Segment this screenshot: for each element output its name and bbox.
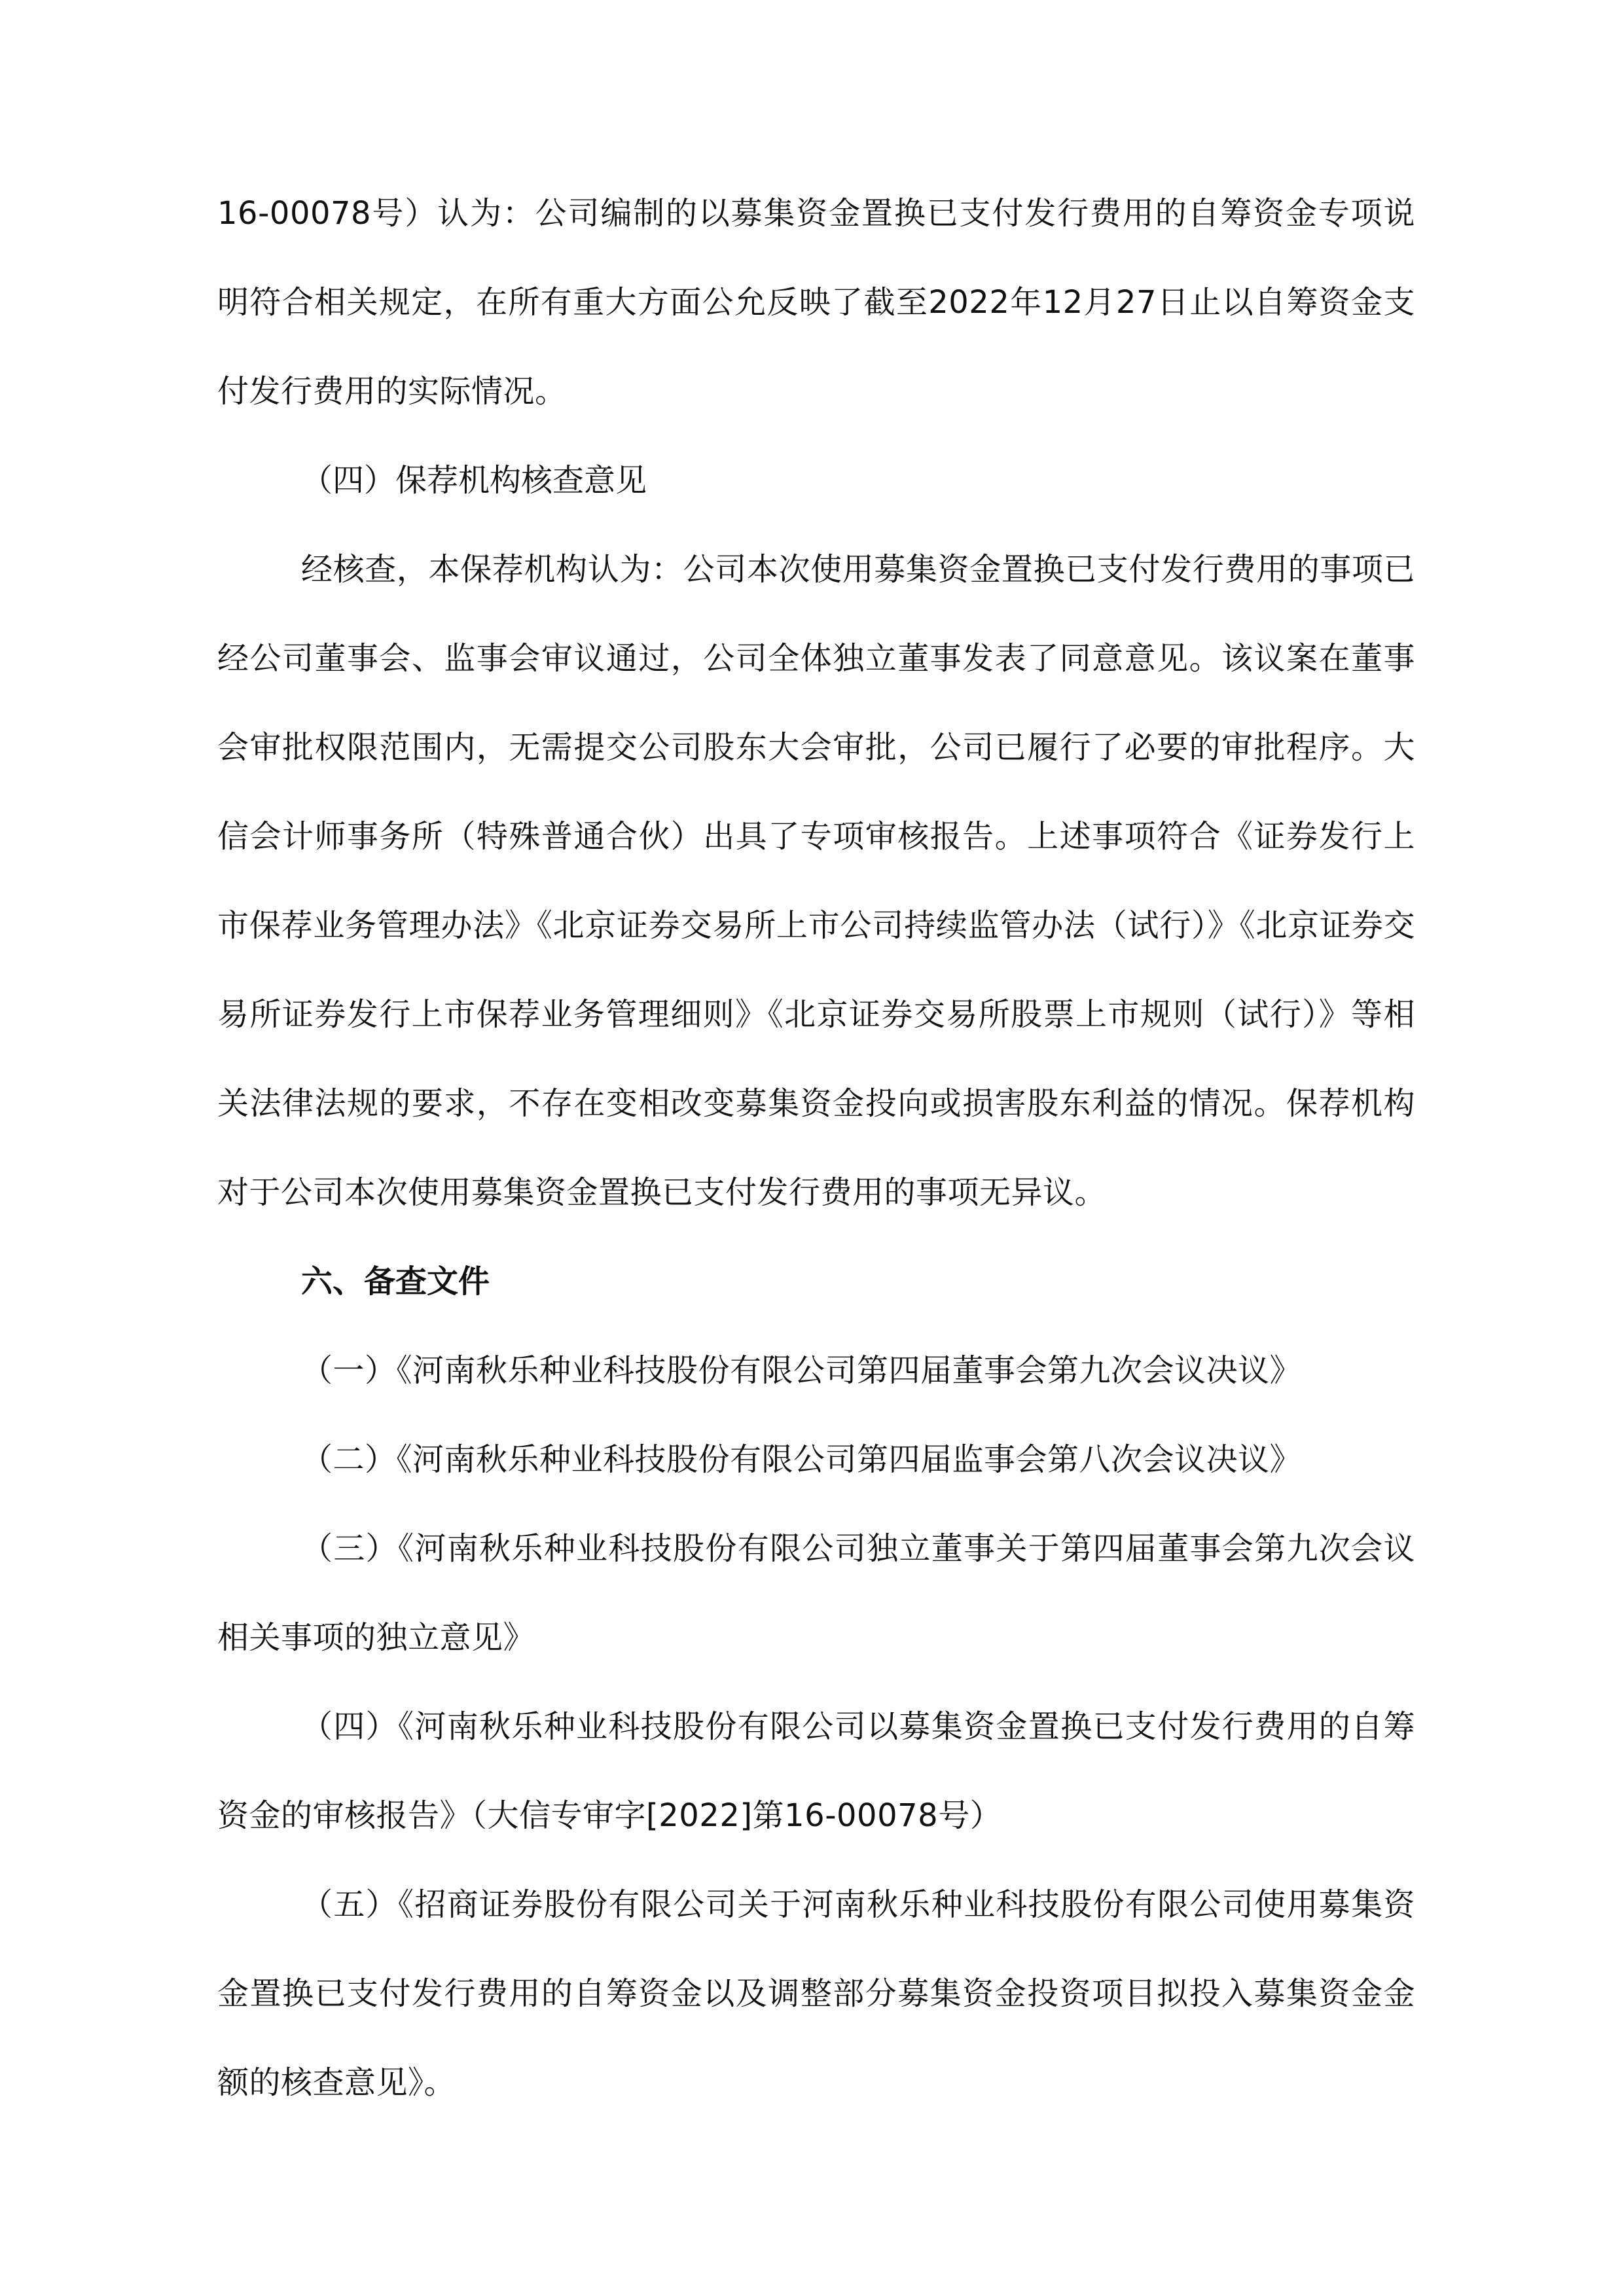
paragraph-sponsor-opinion: 经核查，本保荐机构认为：公司本次使用募集资金置换已支付发行费用的事项已经公司董事会、监事会审议通过，公司全体独立董事发表了同意意见。该议案在董事会审批权限范围内，无需提交公司股东大会审批，公司已履行了必要的审批程序。大信会计师事务所（特殊普通合伙）出具了专项审核报告。上述事项符合《证券发行上市保荐业务管理办法》《北京证券交易所上市公司持续监管办法（试行）》《北京证券交易所证券发行上市保荐业务管理细则》《北京证券交易所股票上市规则（试行）》等相关法律法规的要求，不存在变相改变募集资金投向或损害股东利益的情况。保荐机构对于公司本次使用募集资金置换已支付发行费用的事项无异议。: [217, 551, 1415, 1211]
document-body: [217, 169, 1415, 2127]
reference-file-4: （四）《河南秋乐种业科技股份有限公司以募集资金置换已支付发行费用的自筹资金的审核报告》（大信专审字[2022]第16-00078号）: [217, 1708, 1415, 1834]
reference-file-3: （三）《河南秋乐种业科技股份有限公司独立董事关于第四届董事会第九次会议相关事项的独立意见》: [217, 1530, 1415, 1656]
reference-file-1: （一）《河南秋乐种业科技股份有限公司第四届董事会第九次会议决议》: [301, 1352, 1302, 1389]
section-4-heading: （四）保荐机构核查意见: [301, 462, 647, 499]
paragraph-audit-conclusion: 16-00078号）认为：公司编制的以募集资金置换已支付发行费用的自筹资金专项说明符合相关规定，在所有重大方面公允反映了截至2022年12月27日止以自筹资金支付发行费用的实际情况。: [217, 195, 1415, 410]
section-6-heading: 六、备查文件: [301, 1263, 490, 1300]
reference-file-2: （二）《河南秋乐种业科技股份有限公司第四届监事会第八次会议决议》: [301, 1441, 1302, 1478]
reference-file-5: （五）《招商证券股份有限公司关于河南秋乐种业科技股份有限公司使用募集资金置换已支付发行费用的自筹资金以及调整部分募集资金投资项目拟投入募集资金金额的核查意见》。: [217, 1886, 1415, 2101]
